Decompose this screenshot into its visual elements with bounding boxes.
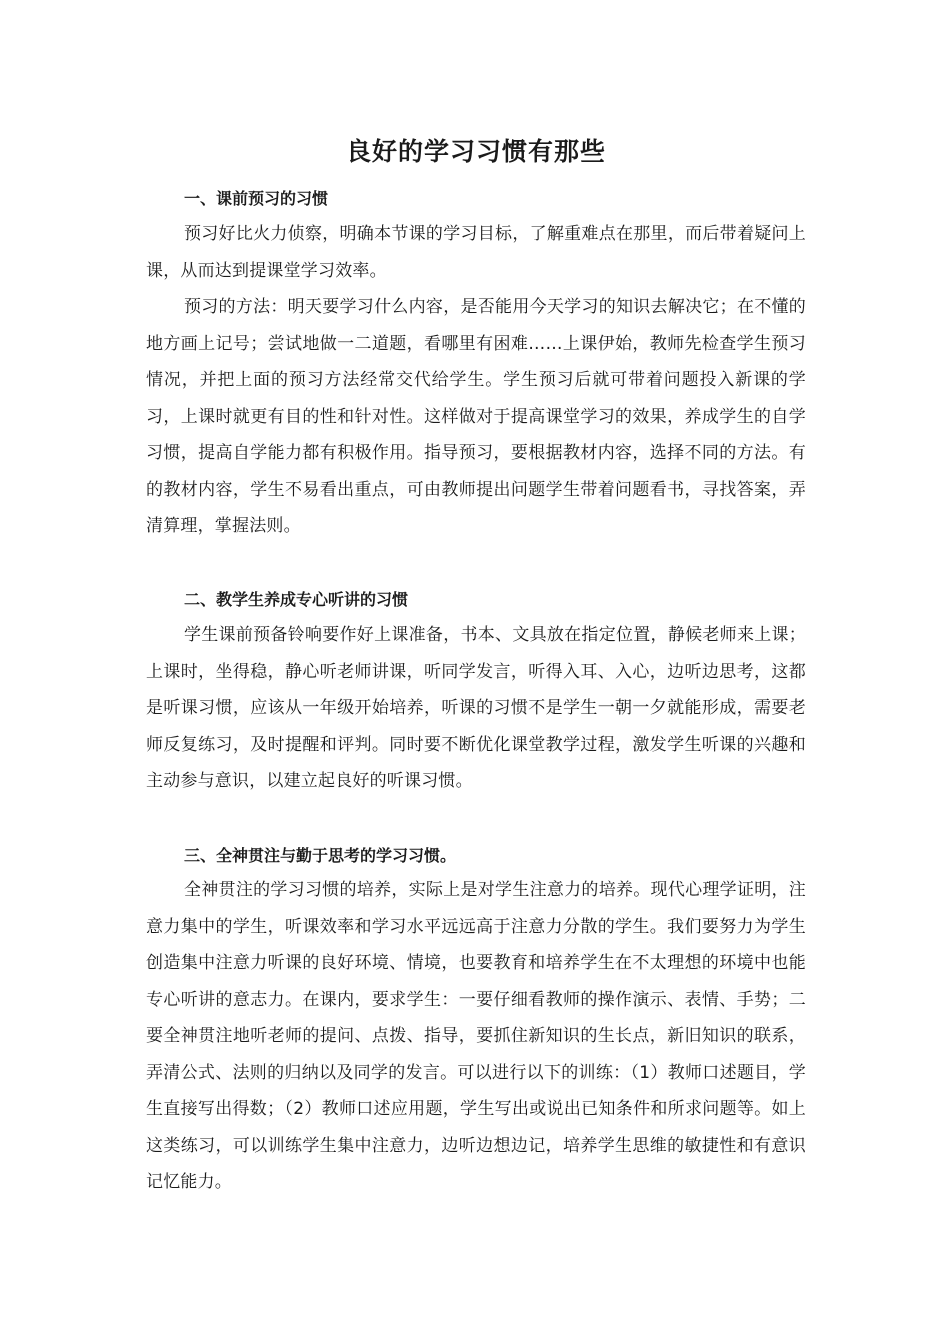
section-heading-1: 一、课前预习的习惯	[184, 189, 329, 208]
paragraph-3-1: 全神贯注的学习习惯的培养，实际上是对学生注意力的培养。现代心理学证明，注意力集中的学生，听课效率和学习水平远远高于注意力分散的学生。我们要努力为学生创造集中注意力听课的良好环境、情境，也要教育和培养学生在不太理想的环境中也能专心听讲的意志力。在课内，要求学生：一要仔细看教师的操作演示、表情、手势；二要全神贯注地听老师的提问、点拨、指导，要抓住新知识的生长点，新旧知识的联系，弄清公式、法则的归纳以及同学的发言。可以进行以下的训练：（1）教师口述题目，学生直接写出得数；（2）教师口述应用题，学生写出或说出已知条件和所求问题等。如上这类练习，可以训练学生集中注意力，边听边想边记，培养学生思维的敏捷性和有意识记忆能力。	[146, 880, 806, 1192]
paragraph-2-1: 学生课前预备铃响要作好上课准备，书本、文具放在指定位置，静候老师来上课；上课时，坐得稳，静心听老师讲课，听同学发言，听得入耳、入心，边听边思考，这都是听课习惯，应该从一年级开始培养，听课的习惯不是学生一朝一夕就能形成，需要老师反复练习，及时提醒和评判。同时要不断优化课堂教学过程，激发学生听课的兴趣和主动参与意识，以建立起良好的听课习惯。	[146, 625, 806, 791]
page-title: 良好的学习习惯有那些	[345, 137, 606, 166]
section-heading-2: 二、教学生养成专心听讲的习惯	[184, 590, 409, 609]
section-heading-3: 三、全神贯注与勤于思考的学习习惯。	[184, 846, 457, 865]
paragraph-1-1: 预习好比火力侦察，明确本节课的学习目标，了解重难点在那里，而后带着疑问上课，从而达到提课堂学习效率。	[146, 224, 806, 281]
paragraph-1-2: 预习的方法：明天要学习什么内容，是否能用今天学习的知识去解决它；在不懂的地方画上记号；尝试地做一二道题，看哪里有困难……上课伊始，教师先检查学生预习情况，并把上面的预习方法经常交代给学生。学生预习后就可带着问题投入新课的学习，上课时就更有目的性和针对性。这样做对于提高课堂学习的效果，养成学生的自学习惯，提高自学能力都有积极作用。指导预习，要根据教材内容，选择不同的方法。有的教材内容，学生不易看出重点，可由教师提出问题学生带着问题看书，寻找答案，弄清算理，掌握法则。	[146, 297, 806, 536]
